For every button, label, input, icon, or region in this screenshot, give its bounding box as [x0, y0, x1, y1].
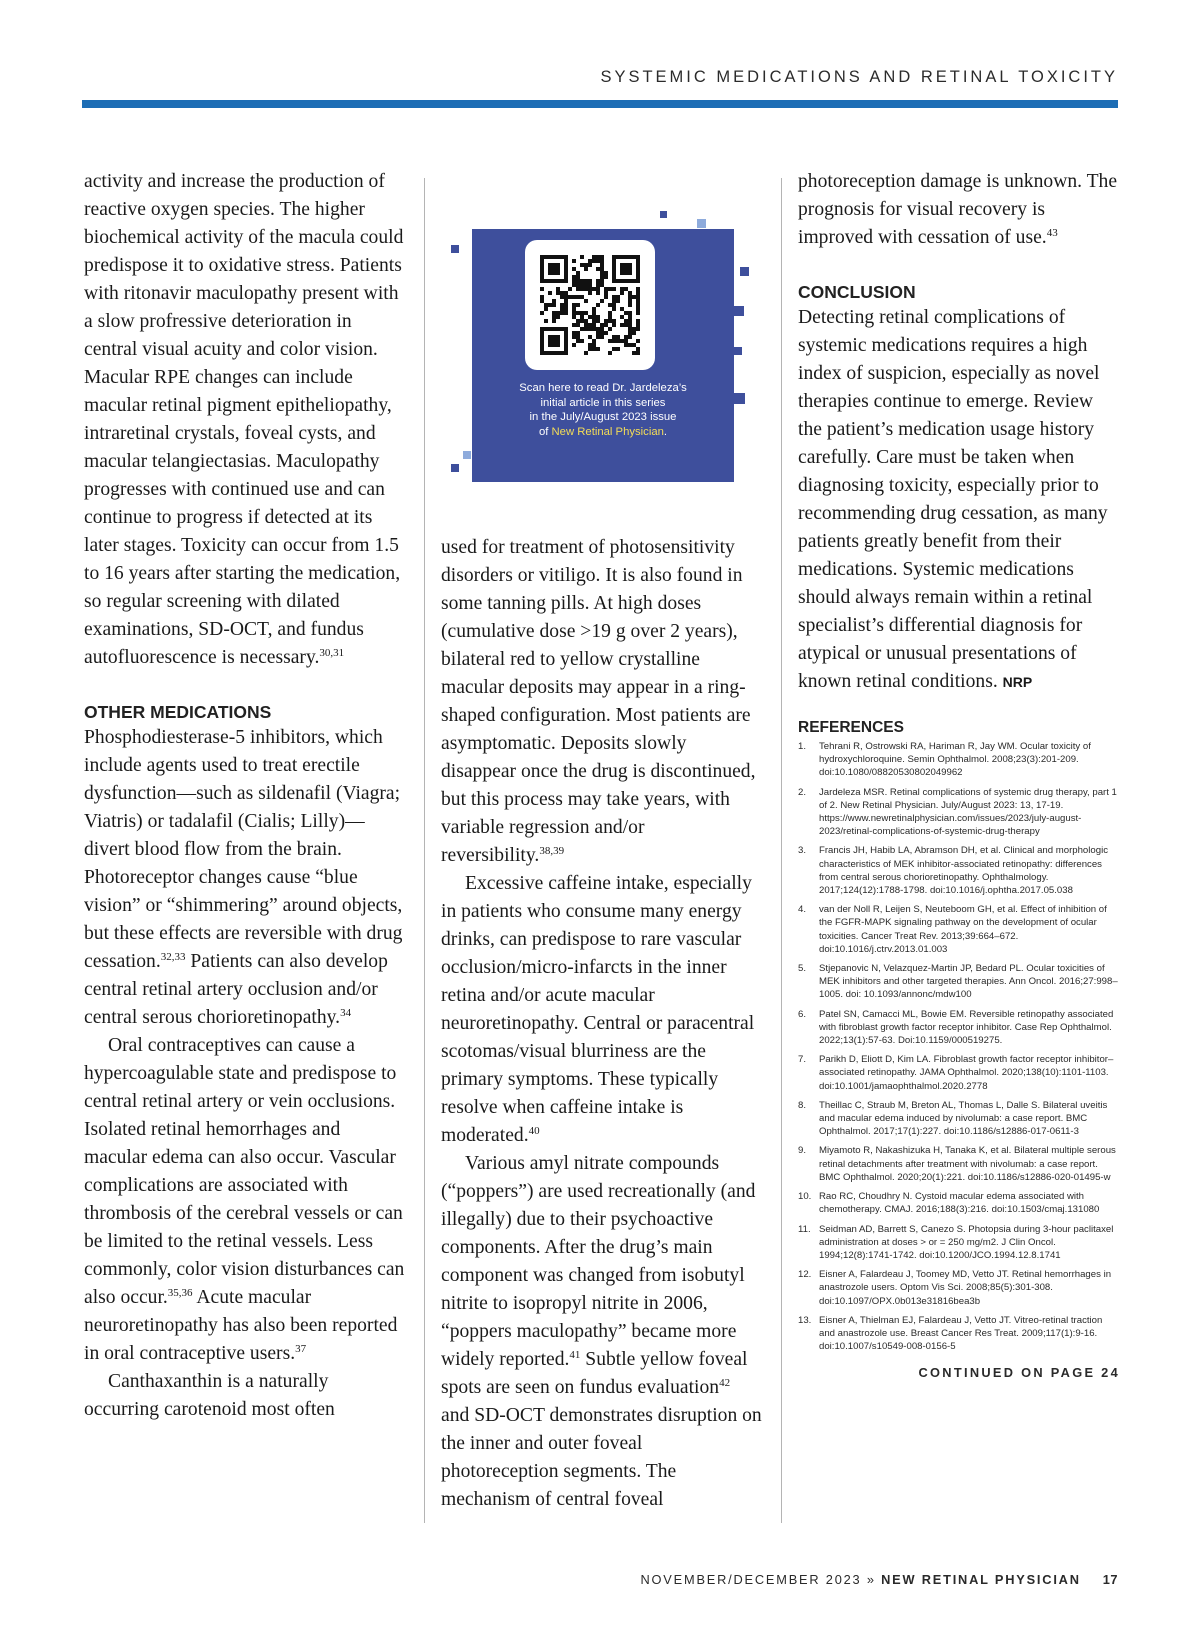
- reference-number: 11.: [798, 1223, 811, 1235]
- reference-text: Eisner A, Thielman EJ, Falardeau J, Vetto JT. Vitreo-retinal traction and anastrozole use. Breast Cancer Res Treat. 2009;117(1):9-16. doi:10.1007/s10549-008-0156-5: [819, 1314, 1103, 1353]
- conclusion-paragraph: Detecting retinal complications of systemic medications requires a high index of suspicion, especially as novel therapies continue to emerge. Review the patient’s medication usage history carefully. Care must be taken when diagnosing toxicity, especially prior to recommending drug cessation, as many patients greatly benefit from their medications. Systemic medications should always remain within a retinal specialist’s differential diagnosis for atypical or unusual presentations of known retinal conditions. NRP: [798, 307, 1108, 692]
- reference-number: 7.: [798, 1054, 807, 1066]
- col2-paragraph-1: used for treatment of photosensitivity disorders or vitiligo. It is also found in some tanning pills. At high doses (cumulative dose >19 g over 2 years), bilateral red to yellow crystalline macular deposits may appear in a ring-shaped configuration. Most patients are asymptomatic. Deposits slowly disappear once the drug is discontinued, but this process may take years, with variable regression and/or reversibility.$^{38,39}$: [441, 537, 756, 866]
- reference-text: Eisner A, Falardeau J, Toomey MD, Vetto JT. Retinal hemorrhages in anastrozole users. Optom Vis Sci. 2008;85(5):301-308. doi:10.1097/OPX.0b013e31816bea3b: [819, 1269, 1112, 1307]
- magazine-name: NEW RETINAL PHYSICIAN: [881, 1572, 1081, 1587]
- citation: 37: [295, 1343, 307, 1355]
- page-footer: [641, 1572, 1118, 1587]
- reference-text: van der Noll R, Leijen S, Neuteboom GH, et al. Effect of inhibition of the FGFR-MAPK signaling pathway on the development of ocular toxicities. Cancer Treat Rev. 2013;39:664–672. doi:10.1016/j.ctrv.2013.01.003: [819, 904, 1107, 955]
- col1-paragraph-1: activity and increase the production of reactive oxygen species. The higher biochemical activity of the macula could predispose it to oxidative stress. Patients with ritonavir maculopathy present with a slow profressive deterioration in central visual acuity and color vision. Macular RPE changes can include macular retinal pigment epitheliopathy, intraretinal crystals, foveal cysts, and macular telangiectasias. Maculopathy progresses with continued use and can continue to progress if detected at its later stages. Toxicity can occur from 1.5 to 16 years after starting the medication, so regular screening with dilated examinations, SD-OCT, and fundus autofluorescence is necessary.$^{30,31}$: [84, 171, 404, 668]
- conclusion-heading: CONCLUSION: [798, 282, 916, 302]
- reference-item: [798, 1144, 1120, 1184]
- reference-text: Jardeleza MSR. Retinal complications of systemic drug therapy, part 1 of 2. New Retinal Physician. July/August 2023: 13, 17-19. https://www.newretinalphysician.com/issues/2023/july-august-2023/retinal-complications-of-systemic-drug-therapy: [819, 786, 1117, 838]
- reference-number: 5.: [798, 963, 807, 975]
- reference-text: Rao RC, Choudhry N. Cystoid macular edema associated with chemotherapy. CMAJ. 2016;188(3):216. doi:10.1503/cmaj.131080: [819, 1191, 1100, 1216]
- reference-number: 12.: [798, 1269, 812, 1281]
- magazine-link[interactable]: New Retinal Physician: [551, 425, 664, 438]
- qr-promo: [451, 211, 751, 496]
- citation: 40: [528, 1125, 540, 1137]
- reference-item: [798, 740, 1120, 780]
- citation: 35,36: [167, 1287, 193, 1299]
- reference-item: [798, 1008, 1120, 1048]
- citation: 32,33: [160, 951, 186, 963]
- col1-paragraph-2: Phosphodiesterase-5 inhibitors, which include agents used to treat erectile dysfunction—such as sildenafil (Viagra; Viatris) or tadalafil (Cialis; Lilly)—divert blood flow from the brain. Photoreceptor changes cause “blue vision” or “shimmering” around objects, but these effects are reversible with drug cessation.$^{32,33}$ Patients can also develop central retinal artery occlusion and/or central serous chorioretinopathy.$^{34}$: [84, 727, 403, 1028]
- col1-paragraph-3: Oral contraceptives can cause a hypercoagulable state and predispose to central retinal artery or vein occlusions. Isolated retinal hemorrhages and macular edema can also occur. Vascular complications are associated with thrombosis of the cerebral vessels or can be limited to the retinal vessels. Less commonly, color vision disturbances can also occur.$^{35,36}$ Acute macular neuroretinopathy has also been reported in oral contraceptive users.$^{37}$: [84, 1035, 405, 1364]
- reference-text: Tehrani R, Ostrowski RA, Hariman R, Jay WM. Ocular toxicity of hydroxychloroquine. Semin Ophthalmol. 2008;23(3):201-209. doi:10.1080/08820530802049962: [819, 741, 1091, 779]
- qr-caption: Scan here to read Dr. Jardeleza’s initial article in this series in the July/August 2023 issue of New Retinal Physician.: [519, 382, 687, 438]
- reference-item: [798, 1223, 1120, 1263]
- page-number: 17: [1102, 1572, 1118, 1587]
- citation: 38,39: [539, 845, 565, 857]
- reference-number: 1.: [798, 741, 807, 752]
- reference-number: 13.: [798, 1314, 812, 1326]
- column-1: [84, 168, 406, 1424]
- reference-number: 8.: [798, 1099, 807, 1111]
- col2-paragraph-3: Various amyl nitrate compounds (“poppers”) are used recreationally (and illegally) due to their psychoactive components. After the drug’s main component was changed from isobutyl nitrite to isopropyl nitrite in 2006, “poppers maculopathy” became more widely reported.$^{41}$ Subtle yellow foveal spots are seen on fundus evaluation$^{42}$ and SD-OCT demonstrates disruption on the inner and outer foveal photoreception segments. The mechanism of central foveal: [441, 1153, 762, 1510]
- citation: 42: [719, 1377, 731, 1389]
- reference-item: [798, 1099, 1120, 1139]
- reference-item: [798, 962, 1120, 1002]
- reference-text: Francis JH, Habib LA, Abramson DH, et al. Clinical and morphologic characteristics of MEK inhibitor-associated retinopathy: differences from central serous chorioretinopathy. Ophthalmology. 2017;124(12):1788-1798. doi:10.1016/j.ophtha.2017.05.038: [819, 845, 1109, 897]
- reference-item: [798, 786, 1120, 839]
- qr-code-icon: [525, 240, 655, 370]
- reference-number: 4.: [798, 904, 807, 916]
- reference-number: 3.: [798, 845, 807, 857]
- citation: 30,31: [319, 647, 345, 659]
- reference-number: 9.: [798, 1145, 807, 1157]
- references-heading: REFERENCES: [798, 719, 904, 736]
- reference-item: [798, 1268, 1120, 1308]
- reference-item: [798, 903, 1120, 956]
- reference-text: Miyamoto R, Nakashizuka H, Tanaka K, et al. Bilateral multiple serous retinal detachments after treatment with nivolumab: a case report. BMC Ophthalmol. 2020;20(1):221. doi:10.1186/s12886-020-01495-w: [819, 1145, 1116, 1183]
- other-medications-heading: OTHER MEDICATIONS: [84, 702, 272, 722]
- citation: 41: [569, 1349, 581, 1361]
- continued-note: CONTINUED ON PAGE 24: [918, 1365, 1120, 1381]
- reference-item: [798, 1190, 1120, 1216]
- issue-date: NOVEMBER/DECEMBER 2023 »: [640, 1572, 882, 1587]
- nrp-end-mark: NRP: [1002, 674, 1033, 690]
- reference-text: Stjepanovic N, Velazquez-Martin JP, Bedard PL. Ocular toxicities of MEK inhibitors and other targeted therapies. Ann Oncol. 2016;27:998–1005. doi: 10.1093/annonc/mdw100: [819, 963, 1118, 1001]
- qr-code[interactable]: [525, 240, 655, 370]
- reference-item: [798, 1053, 1120, 1093]
- reference-number: 10.: [798, 1191, 812, 1203]
- reference-text: Patel SN, Camacci ML, Bowie EM. Reversible retinopathy associated with fibroblast growth factor receptor inhibitor. Case Rep Ophthalmol. 2022;13(1):57-63. Doi:10.1159/000519275.: [819, 1008, 1114, 1047]
- reference-number: 6.: [798, 1008, 807, 1020]
- reference-text: Theillac C, Straub M, Breton AL, Thomas L, Dalle S. Bilateral uveitis and macular edema induced by nivolumab: a case report. BMC Ophthalmol. 2017;17(1):227. doi:10.1186/s12886-017-0611-3: [819, 1099, 1108, 1138]
- column-divider: [781, 178, 782, 1523]
- citation: 34: [340, 1007, 352, 1019]
- reference-text: Seidman AD, Barrett S, Canezo S. Photopsia during 3-hour paclitaxel administration at doses > or = 250 mg/m2. J Clin Oncol. 1994;12(8):1741-1742. doi:10.1200/JCO.1994.12.8.1741: [819, 1223, 1114, 1261]
- reference-item: [798, 1314, 1120, 1354]
- reference-number: 2.: [798, 786, 807, 798]
- col2-paragraph-2: Excessive caffeine intake, especially in patients who consume many energy drinks, can predispose to rare vascular occlusion/micro-infarcts in the inner retina and/or acute macular neuroretinopathy. Central or paracentral scotomas/visual blurriness are the primary symptoms. These typically resolve when caffeine intake is moderated.$^{40}$: [441, 873, 755, 1146]
- section-title: SYSTEMIC MEDICATIONS AND RETINAL TOXICITY: [600, 68, 1118, 86]
- column-divider: [424, 178, 425, 1523]
- column-3: [798, 168, 1120, 1387]
- col3-paragraph-1: photoreception damage is unknown. The prognosis for visual recovery is improved with cessation of use.$^{43}$: [798, 171, 1118, 248]
- citation: 43: [1046, 227, 1058, 239]
- references-list: [798, 740, 1120, 1353]
- header-rule: [82, 100, 1118, 108]
- reference-item: [798, 844, 1120, 897]
- reference-text: Parikh D, Eliott D, Kim LA. Fibroblast growth factor receptor inhibitor–associated retinopathy. JAMA Ophthalmol. 2020;138(10):1101-1103. doi:10.1001/jamaophthalmol.2020.2778: [819, 1054, 1114, 1092]
- col1-paragraph-4: Canthaxanthin is a naturally occurring carotenoid most often: [84, 1371, 335, 1420]
